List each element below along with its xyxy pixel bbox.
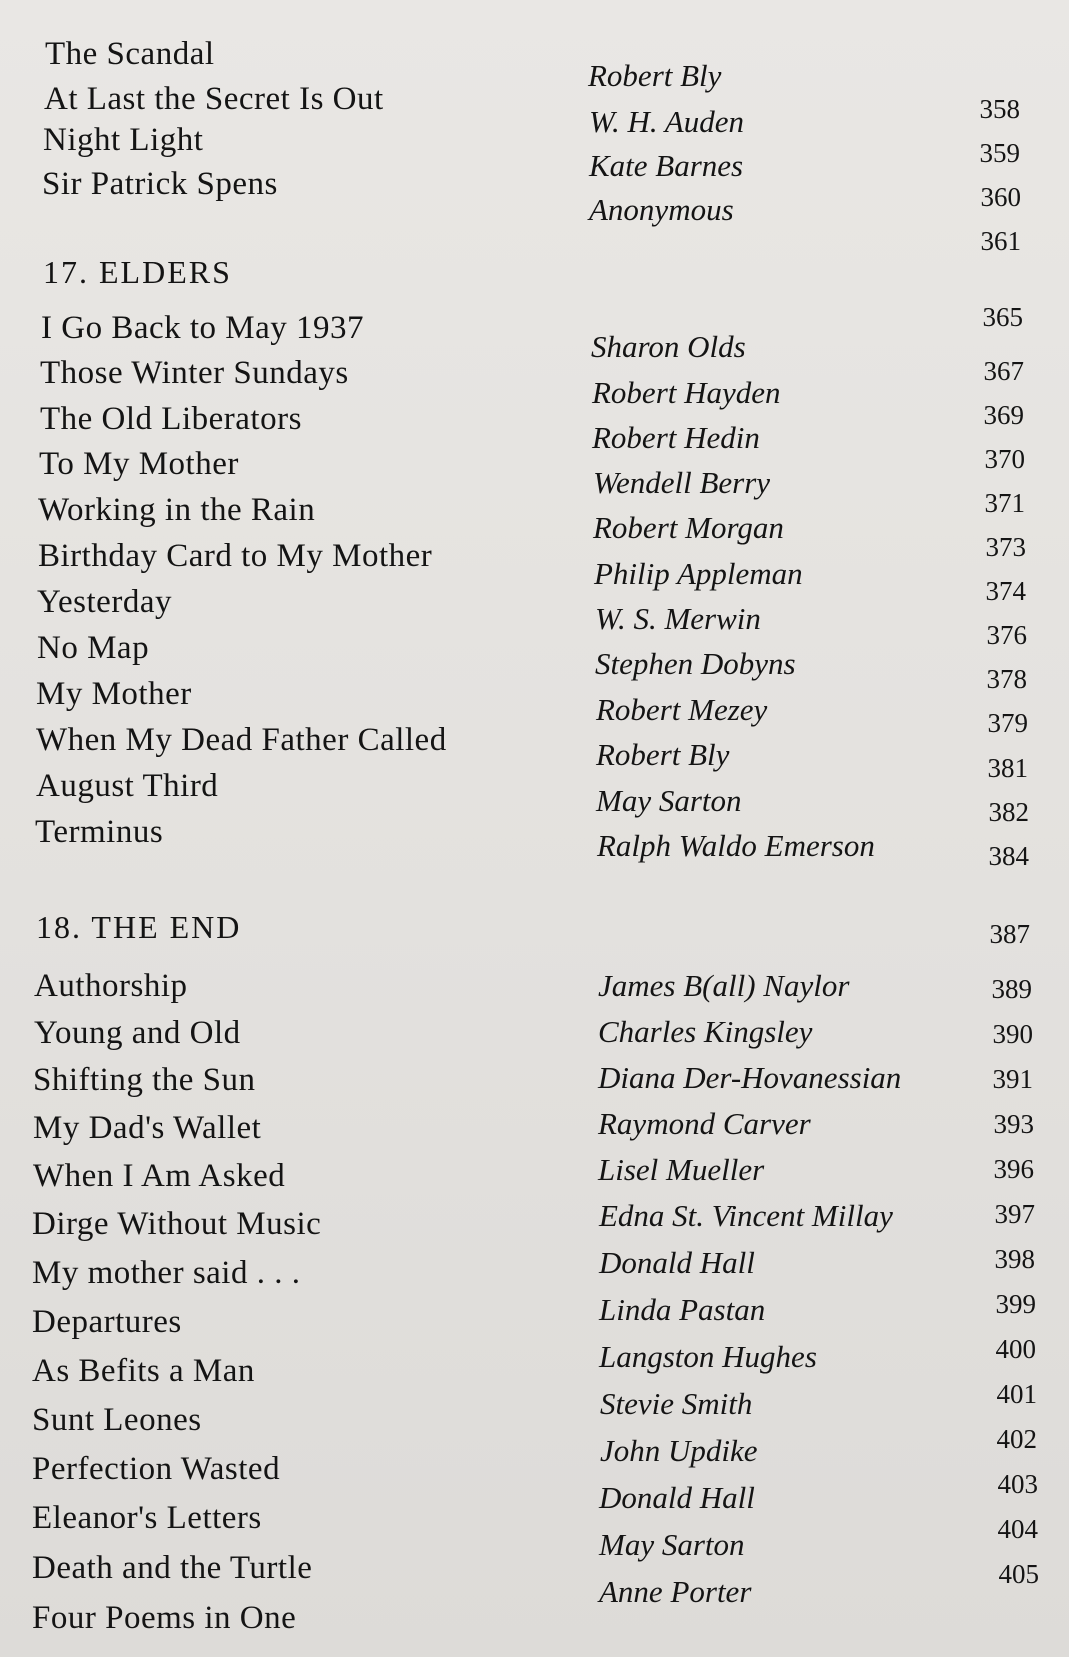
toc-page-number: 402 bbox=[996, 1424, 1037, 1454]
toc-page-number: 358 bbox=[979, 94, 1020, 124]
toc-entry-title: Those Winter Sundays bbox=[40, 355, 349, 391]
toc-page-number: 376 bbox=[986, 620, 1027, 650]
toc-page-number: 405 bbox=[998, 1559, 1039, 1589]
toc-entry-author: Robert Mezey bbox=[596, 692, 768, 727]
toc-entry-author: Anonymous bbox=[589, 192, 734, 227]
toc-entry-title: Departures bbox=[32, 1304, 182, 1340]
toc-page-number: 403 bbox=[997, 1469, 1038, 1499]
toc-entry-author: Anne Porter bbox=[599, 1574, 752, 1609]
toc-entry-title: As Befits a Man bbox=[32, 1353, 255, 1389]
toc-entry-author: Robert Hayden bbox=[592, 375, 781, 410]
toc-page-number: 399 bbox=[995, 1289, 1036, 1319]
toc-page-number: 367 bbox=[983, 356, 1024, 386]
toc-entry-author: May Sarton bbox=[599, 1527, 745, 1562]
toc-entry-title: Authorship bbox=[34, 968, 188, 1004]
section-page-number: 387 bbox=[989, 919, 1030, 949]
toc-page-number: 382 bbox=[988, 797, 1029, 827]
toc-entry-author: May Sarton bbox=[596, 783, 742, 818]
toc-entry-title: Working in the Rain bbox=[38, 492, 316, 528]
toc-entry-author: Raymond Carver bbox=[598, 1106, 811, 1141]
toc-entry-author: Charles Kingsley bbox=[598, 1014, 813, 1049]
toc-page-number: 359 bbox=[979, 138, 1020, 168]
toc-page-number: 398 bbox=[994, 1244, 1035, 1274]
toc-entry-title: At Last the Secret Is Out bbox=[44, 81, 384, 117]
toc-entry-author: Sharon Olds bbox=[591, 329, 746, 364]
toc-entry-title: My Dad's Wallet bbox=[33, 1110, 262, 1146]
toc-page-number: 400 bbox=[995, 1334, 1036, 1364]
toc-page-number: 393 bbox=[993, 1109, 1034, 1139]
toc-page-number: 389 bbox=[991, 974, 1032, 1004]
toc-page-number: 404 bbox=[997, 1514, 1038, 1544]
toc-entry-author: Philip Appleman bbox=[594, 556, 803, 591]
toc-entry-title: August Third bbox=[36, 768, 219, 804]
toc-entry-title: The Scandal bbox=[45, 36, 215, 72]
toc-entry-title: Night Light bbox=[43, 122, 204, 158]
toc-page-number: 384 bbox=[988, 841, 1029, 871]
toc-entry-title: The Old Liberators bbox=[40, 401, 302, 437]
section-heading-elders: 17. ELDERS bbox=[43, 254, 232, 290]
toc-page-number: 397 bbox=[994, 1199, 1035, 1229]
toc-entry-title: My Mother bbox=[36, 676, 192, 712]
toc-entry-author: Donald Hall bbox=[599, 1480, 755, 1515]
toc-entry-author: Diana Der-Hovanessian bbox=[598, 1060, 902, 1095]
toc-page-number: 391 bbox=[992, 1064, 1033, 1094]
toc-page-number: 369 bbox=[983, 400, 1024, 430]
toc-entry-author: W. H. Auden bbox=[589, 104, 744, 139]
toc-page-number: 374 bbox=[985, 576, 1026, 606]
toc-page-number: 378 bbox=[986, 664, 1027, 694]
toc-entry-author: Langston Hughes bbox=[599, 1339, 817, 1374]
toc-entry-title: Sunt Leones bbox=[32, 1402, 202, 1438]
toc-entry-author: Robert Bly bbox=[588, 58, 722, 93]
toc-entry-title: Death and the Turtle bbox=[32, 1550, 313, 1586]
toc-entry-title: Young and Old bbox=[34, 1015, 241, 1051]
toc-entry-author: Edna St. Vincent Millay bbox=[599, 1198, 893, 1233]
toc-entry-title: My mother said . . . bbox=[32, 1255, 301, 1291]
toc-entry-title: Eleanor's Letters bbox=[32, 1500, 262, 1536]
toc-entry-author: W. S. Merwin bbox=[595, 601, 761, 636]
toc-entry-title: Perfection Wasted bbox=[32, 1451, 281, 1487]
section-page-number: 365 bbox=[982, 302, 1023, 332]
toc-entry-title: Yesterday bbox=[37, 584, 172, 620]
toc-entry-title: Sir Patrick Spens bbox=[42, 166, 278, 202]
toc-entry-author: Stevie Smith bbox=[600, 1386, 753, 1421]
toc-page-number: 360 bbox=[980, 182, 1021, 212]
toc-entry-author: Lisel Mueller bbox=[598, 1152, 765, 1187]
toc-entry-title: When My Dead Father Called bbox=[36, 722, 447, 758]
toc-entry-author: Robert Bly bbox=[596, 737, 730, 772]
toc-entry-title: When I Am Asked bbox=[33, 1158, 286, 1194]
toc-page-number: 390 bbox=[992, 1019, 1033, 1049]
toc-entry-author: Kate Barnes bbox=[589, 148, 744, 183]
toc-page-number: 370 bbox=[984, 444, 1025, 474]
toc-entry-author: Donald Hall bbox=[599, 1245, 755, 1280]
toc-entry-author: Wendell Berry bbox=[593, 465, 771, 500]
toc-page-number: 371 bbox=[984, 488, 1025, 518]
toc-entry-title: Dirge Without Music bbox=[32, 1206, 322, 1242]
toc-entry-title: No Map bbox=[37, 630, 150, 666]
toc-page-number: 373 bbox=[985, 532, 1026, 562]
toc-page-number: 379 bbox=[987, 708, 1028, 738]
toc-entry-title: To My Mother bbox=[39, 446, 239, 482]
toc-entry-author: James B(all) Naylor bbox=[598, 968, 850, 1003]
toc-entry-author: Ralph Waldo Emerson bbox=[597, 828, 875, 863]
toc-entry-author: Linda Pastan bbox=[599, 1292, 766, 1327]
toc-entry-author: Robert Hedin bbox=[592, 420, 760, 455]
section-heading-the-end: 18. THE END bbox=[36, 909, 242, 945]
toc-page-number: 401 bbox=[996, 1379, 1037, 1409]
toc-page-number: 381 bbox=[987, 753, 1028, 783]
toc-entry-title: Birthday Card to My Mother bbox=[38, 538, 433, 574]
toc-entry-title: Terminus bbox=[35, 814, 164, 850]
toc-page-number: 396 bbox=[993, 1154, 1034, 1184]
toc-entry-author: Stephen Dobyns bbox=[595, 646, 796, 681]
toc-entry-title: I Go Back to May 1937 bbox=[41, 310, 365, 346]
toc-entry-title: Four Poems in One bbox=[32, 1600, 297, 1636]
toc-page-number: 361 bbox=[980, 226, 1021, 256]
toc-entry-title: Shifting the Sun bbox=[33, 1062, 256, 1098]
toc-entry-author: John Updike bbox=[600, 1433, 758, 1468]
toc-entry-author: Robert Morgan bbox=[593, 510, 784, 545]
